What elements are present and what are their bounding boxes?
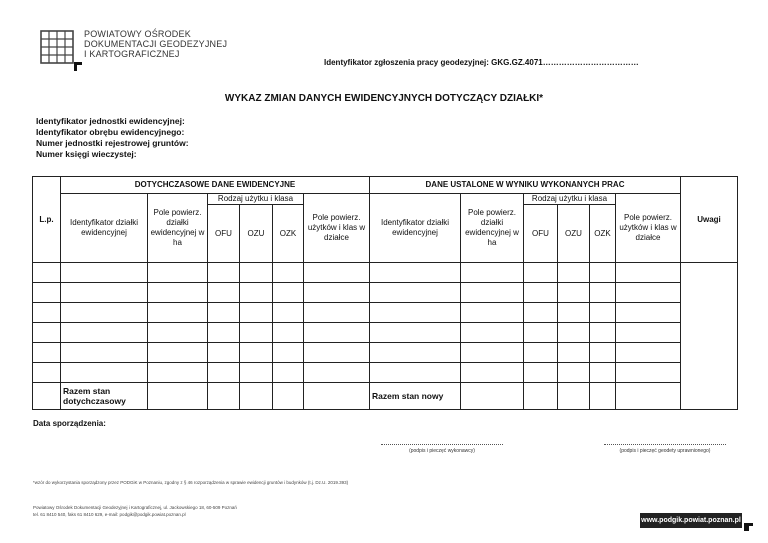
header-after-ozk: OZK <box>590 205 616 263</box>
signature-contractor <box>381 444 503 454</box>
table-cell[interactable] <box>148 343 208 363</box>
table-cell[interactable] <box>304 283 370 303</box>
table-cell[interactable] <box>240 283 273 303</box>
table-row <box>33 263 738 283</box>
table-cell[interactable] <box>273 303 304 323</box>
header-before-ozk: OZK <box>273 205 304 263</box>
table-cell[interactable] <box>616 263 681 283</box>
table-cell[interactable] <box>461 363 524 383</box>
org-name-line2: DOKUMENTACJI GEODEZYJNEJ <box>84 39 228 49</box>
uwagi-cell[interactable] <box>681 263 738 410</box>
table-cell[interactable] <box>461 343 524 363</box>
header-after-ozu: OZU <box>558 205 590 263</box>
table-cell[interactable] <box>524 383 558 410</box>
table-cell[interactable] <box>61 283 148 303</box>
table-cell[interactable] <box>304 383 370 410</box>
signature-line <box>604 444 726 445</box>
footnote: *wzór do wykorzystania sporządzony przez PODGiK w Poznaniu, zgodny z § 46 rozporządzenia w sprawie ewidencji gruntów i budynków (t.j. Dz.U. 2019.393) <box>33 480 349 485</box>
document-title: WYKAZ ZMIAN DANYCH EWIDENCYJNYCH DOTYCZĄCY DZIAŁKI* <box>224 93 544 104</box>
table-cell[interactable] <box>524 263 558 283</box>
table-cell[interactable] <box>61 303 148 323</box>
table-cell[interactable] <box>273 263 304 283</box>
table-cell[interactable] <box>370 283 461 303</box>
table-cell[interactable] <box>208 363 240 383</box>
footer-line2: tel. 61 8410 540, faks 61 8410 629, e-mail: podgik@podgik.powiat.poznan.pl <box>33 512 186 517</box>
table-cell[interactable] <box>461 263 524 283</box>
table-cell[interactable] <box>616 303 681 323</box>
table-cell[interactable] <box>208 343 240 363</box>
table-cell[interactable] <box>590 343 616 363</box>
signature-surveyor-caption: (podpis i pieczęć geodety uprawnionego) <box>619 448 711 454</box>
header-after-area: Pole powierz. działki ewidencyjnej w ha <box>461 194 524 263</box>
table-cell[interactable] <box>304 363 370 383</box>
header-before-ofu: OFU <box>208 205 240 263</box>
table-row <box>33 363 738 383</box>
table-cell[interactable] <box>61 323 148 343</box>
header-before-ozu: OZU <box>240 205 273 263</box>
table-cell[interactable] <box>616 383 681 410</box>
table-cell[interactable] <box>370 263 461 283</box>
table-cell[interactable] <box>240 263 273 283</box>
header-before-identifier: Identyfikator działki ewidencyjnej <box>61 194 148 263</box>
table-cell[interactable] <box>273 363 304 383</box>
table-cell[interactable] <box>304 323 370 343</box>
website-badge[interactable]: www.podgik.powiat.poznan.pl <box>640 513 742 528</box>
signature-line <box>381 444 503 445</box>
meta-precinct-identifier: Identyfikator obrębu ewidencyjnego: <box>36 127 185 137</box>
table-row <box>33 323 738 343</box>
table-cell[interactable] <box>558 343 590 363</box>
table-cell[interactable] <box>461 383 524 410</box>
table-cell[interactable] <box>461 323 524 343</box>
table-cell[interactable] <box>558 283 590 303</box>
table-cell[interactable] <box>616 323 681 343</box>
header-after-identifier: Identyfikator działki ewidencyjnej <box>370 194 461 263</box>
table-cell[interactable] <box>208 303 240 323</box>
header-group-before: DOTYCHCZASOWE DANE EWIDENCYJNE <box>61 177 370 194</box>
table-cell[interactable] <box>273 343 304 363</box>
table-cell[interactable] <box>616 343 681 363</box>
table-cell[interactable] <box>370 303 461 323</box>
meta-unit-identifier: Identyfikator jednostki ewidencyjnej: <box>36 116 185 126</box>
grid-logo-icon <box>40 30 74 64</box>
signature-surveyor <box>604 444 726 454</box>
table-cell[interactable] <box>61 263 148 283</box>
table-cell[interactable] <box>590 323 616 343</box>
header-uwagi: Uwagi <box>681 177 738 263</box>
table-cell[interactable] <box>240 363 273 383</box>
table-cell[interactable] <box>148 283 208 303</box>
signature-contractor-caption: (podpis i pieczęć wykonawcy) <box>409 448 475 454</box>
table-cell[interactable] <box>208 323 240 343</box>
table-cell[interactable] <box>33 303 61 323</box>
footer-address <box>33 504 237 518</box>
table-cell[interactable] <box>590 283 616 303</box>
table-row <box>33 343 738 363</box>
org-name-line1: POWIATOWY OŚRODEK <box>84 29 191 39</box>
summary-before-label: Razem stan dotychczasowy <box>61 383 148 410</box>
table-cell[interactable] <box>616 283 681 303</box>
table-cell[interactable] <box>524 363 558 383</box>
table-cell[interactable] <box>558 303 590 323</box>
table-cell[interactable] <box>370 363 461 383</box>
table-cell[interactable] <box>590 363 616 383</box>
table-cell[interactable] <box>61 363 148 383</box>
table-cell[interactable] <box>558 323 590 343</box>
table-cell[interactable] <box>558 383 590 410</box>
table-cell[interactable] <box>461 283 524 303</box>
table-cell[interactable] <box>148 363 208 383</box>
header-after-ofu: OFU <box>524 205 558 263</box>
header-before-use-area: Pole powierz. użytków i klas w działce <box>304 194 370 263</box>
table-cell[interactable] <box>524 323 558 343</box>
table-cell[interactable] <box>33 363 61 383</box>
parcel-metadata <box>36 116 189 160</box>
table-cell[interactable] <box>240 343 273 363</box>
table-cell[interactable] <box>590 303 616 323</box>
table-summary-row <box>33 383 738 410</box>
table-cell[interactable] <box>273 323 304 343</box>
corner-mark-horizontal <box>744 523 753 526</box>
table-cell[interactable] <box>461 303 524 323</box>
changes-table <box>32 176 738 410</box>
org-name <box>84 29 227 59</box>
table-cell[interactable] <box>304 303 370 323</box>
table-cell[interactable] <box>616 363 681 383</box>
table-cell[interactable] <box>148 323 208 343</box>
meta-land-book-number: Numer księgi wieczystej: <box>36 149 137 159</box>
table-cell[interactable] <box>524 343 558 363</box>
table-cell[interactable] <box>208 263 240 283</box>
table-cell[interactable] <box>208 383 240 410</box>
summary-after-label: Razem stan nowy <box>370 383 461 410</box>
table-cell[interactable] <box>273 283 304 303</box>
table-cell[interactable] <box>304 343 370 363</box>
table-row <box>33 283 738 303</box>
request-identifier: Identyfikator zgłoszenia pracy geodezyjnej: GKG.GZ.4071……………………………… <box>324 58 639 67</box>
table-cell[interactable] <box>524 303 558 323</box>
header-lp: L.p. <box>33 177 61 263</box>
table-row <box>33 303 738 323</box>
table-cell[interactable] <box>33 263 61 283</box>
table-cell[interactable] <box>304 263 370 283</box>
table-cell[interactable] <box>208 283 240 303</box>
table-cell[interactable] <box>590 263 616 283</box>
header-before-area: Pole powierz. działki ewidencyjnej w ha <box>148 194 208 263</box>
table-cell[interactable] <box>33 323 61 343</box>
table-cell[interactable] <box>524 283 558 303</box>
table-cell[interactable] <box>273 383 304 410</box>
table-cell[interactable] <box>33 283 61 303</box>
header-after-land-use: Rodzaj użytku i klasa <box>524 194 616 205</box>
header-before-land-use: Rodzaj użytku i klasa <box>208 194 304 205</box>
table-cell[interactable] <box>61 343 148 363</box>
table-cell[interactable] <box>558 263 590 283</box>
table-cell[interactable] <box>370 323 461 343</box>
table-cell[interactable] <box>370 343 461 363</box>
header-group-after: DANE USTALONE W WYNIKU WYKONANYCH PRAC <box>370 177 681 194</box>
table-cell[interactable] <box>148 263 208 283</box>
org-name-line3: I KARTOGRAFICZNEJ <box>84 49 180 59</box>
meta-land-register-number: Numer jednostki rejestrowej gruntów: <box>36 138 189 148</box>
table-cell[interactable] <box>240 383 273 410</box>
table-cell[interactable] <box>240 303 273 323</box>
table-cell[interactable] <box>240 323 273 343</box>
date-label: Data sporządzenia: <box>33 419 106 428</box>
table-cell[interactable] <box>558 363 590 383</box>
table-cell[interactable] <box>590 383 616 410</box>
table-cell[interactable] <box>33 343 61 363</box>
table-cell[interactable] <box>148 303 208 323</box>
footer-line1: Powiatowy Ośrodek Dokumentacji Geodezyjnej i Kartograficznej, ul. Jackowskiego 18, 60-509 Poznań <box>33 505 237 510</box>
header-after-use-area: Pole powierz. użytków i klas w działce <box>616 194 681 263</box>
logo-corner-mark-vertical <box>74 62 77 71</box>
table-cell[interactable] <box>33 383 61 410</box>
table-cell[interactable] <box>148 383 208 410</box>
